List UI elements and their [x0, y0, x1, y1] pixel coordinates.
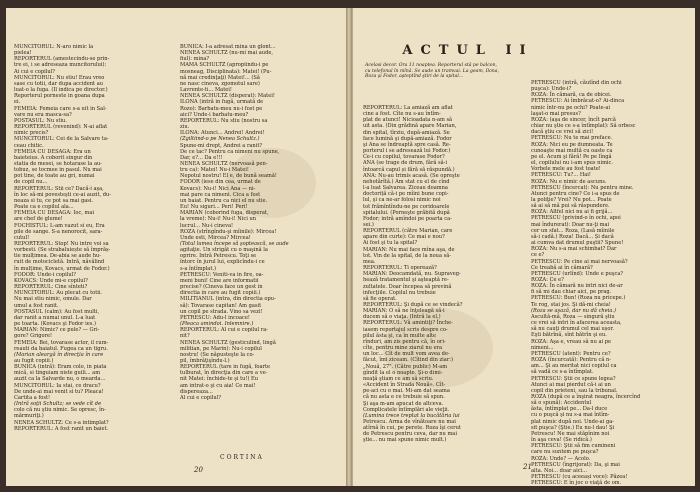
text-line: REPORTERUL: Stop! Nu intre voi sa — [14, 241, 109, 247]
text-line: de copil nu... — [14, 179, 48, 186]
text-line: ROZA: Aşa e, vreau să nu ai pe — [531, 338, 612, 345]
text-line: are chef de glume! — [14, 216, 63, 223]
text-line: ei. — [14, 99, 21, 106]
text-line: luat-o la fuga. (Il indica pe director.) — [14, 87, 108, 94]
text-line: nit Matei: închide-te şi tu!) Eu — [180, 376, 259, 383]
text-line: Petrescu. Arma de vînătoare nu mai — [363, 418, 456, 425]
text-line: REPORTERUL: Al cui e copilul ra- — [180, 327, 268, 334]
text-line: ILONA: Atunci... Andrei! Andrei! — [180, 130, 265, 137]
text-line: fiul): mina? — [180, 56, 210, 63]
text-line: PETRESCU (privind-o în ochi, apoi — [531, 215, 621, 222]
text-line: ROZA (după ce a înşirat neagra, încercînd — [531, 393, 641, 400]
text-line: pe toarta. (Kovacs şi Fodor ies.) — [14, 321, 96, 328]
text-line: lucrul... Nu-i cineva! — [180, 222, 234, 229]
text-line: FEMEIA CU DESAGA: Ioc, mai — [14, 210, 95, 217]
text-line: pil, îmbrăţişîndu-l.) — [180, 357, 230, 364]
text-line: REPORTERUL (revenind): N-ai aflat — [14, 124, 108, 131]
text-line: nimic precis? — [14, 130, 49, 137]
text-line: hează tratamentul şi aşteaptă re- — [363, 277, 449, 284]
text-line: Atunci pentru cine? Ce i-a spus de — [531, 190, 620, 197]
text-line: Lavrente-ti... Matei! — [180, 87, 232, 94]
text-line: ROZA: (aşa de sincer, încît parcă — [531, 116, 616, 123]
text-line: am intrat-o şi cu aia! Ce mai! — [180, 382, 256, 389]
text-line: plat nimic după noi. Unde-ai ga- — [531, 418, 614, 425]
text-line: mică, si tinguiam niste guili... am — [14, 370, 101, 377]
text-line: tru ca): Matei! Nu-i Matei! — [180, 167, 249, 174]
text-line: FEMEIA: Femeia care s-a uit in Sal- — [14, 105, 107, 112]
text-line: Ai cui e copilul? — [14, 68, 56, 75]
right-page-number: 21 — [523, 463, 532, 471]
text-line: să nu cauţi drumul cel mai ușor. — [531, 326, 614, 333]
text-line: MARIAN (coborind fuga, disperat, — [180, 210, 269, 217]
text-line: neaza si tu, ce pot sa mai gasi. — [14, 197, 94, 204]
text-line: ILONA (intră in fugă, urmată de — [180, 99, 264, 106]
text-line: PETRESCU (încercat): Nu pentru mine. — [531, 184, 634, 191]
text-line: MUNCITORUL: Au plecat cu totii. — [14, 290, 103, 297]
text-line: tulburat, în direcţia din care a ve- — [180, 370, 268, 377]
text-line: militian, pe Marin): Nu-i copilul — [180, 345, 262, 352]
text-line: colo că nu ştiu nimic. Se opresc, în- — [14, 407, 106, 414]
text-line: ROZA (încurcată): Pentru că n- — [531, 357, 611, 364]
text-line: doctoriță că-i pe mîini bune copi- — [363, 191, 449, 198]
text-line: în mulțime, Kovacs, urmat de Fodor.) — [14, 265, 110, 272]
text-line: spitalului. (Porneşte grăbită după — [363, 209, 450, 216]
text-line: gîndit la el o noapte. Şi-o dimi- — [363, 369, 443, 376]
text-line: sei.) — [363, 221, 374, 228]
text-line: PETRESCU: Ştii ce spune legea? — [531, 375, 616, 382]
text-line: agitaţie. Un strigăt cu o maşină la — [180, 247, 268, 254]
text-line: Roza şi Fodor, aşteptînd ştiri de la spital... — [365, 74, 464, 80]
text-line: să-i cadă.) Roza! Dacă... Și dacă — [531, 233, 614, 240]
text-line: l-a luat Salvarea. Ziceau doamna — [363, 185, 448, 192]
text-line: MARIAN: Deocamdată, nu. Supraveg- — [363, 271, 461, 278]
left-page-number: 20 — [194, 466, 203, 474]
text-line: nit? — [180, 333, 190, 340]
text-line: Ce treabă ai în cămară? — [531, 264, 593, 271]
text-line: cu o puşcă şi nu s-a mai întîm- — [531, 412, 610, 419]
text-line: mea. — [363, 258, 376, 265]
text-line: (Totul lumea începe să şoptească, se aude — [180, 241, 289, 247]
text-line: PETRESCU (atent): Pentru ce? — [531, 350, 611, 357]
text-line: ai cumva dat drumul puştii? Spune! — [531, 240, 624, 247]
text-line: Spune-mi drept, Andrei a ranit? — [180, 142, 263, 149]
text-line: vare nu era masca-sa? — [14, 111, 72, 118]
text-line: NENEA SCHULTZ (disperat): Matei! — [180, 93, 275, 100]
text-line: porterul i se adresează lui Fodor.) — [363, 148, 451, 155]
text-line: un loc... Cît de mult vom avea de- — [363, 351, 450, 358]
text-line: pile de sange. S-a nenorocit, sara- — [14, 228, 103, 235]
text-line: PETRESCU: Adu-l incoace! — [180, 314, 250, 321]
text-line: MUNCITORUL: Nu stiu! Erau vreo — [14, 74, 105, 81]
text-line: ROZA: Altfel nici nu ai fi grijă... — [531, 209, 613, 216]
text-line: mărmuriţi.) — [14, 413, 44, 420]
text-line: din spital, tîrziu, după-amiază. Se — [363, 129, 450, 136]
text-line: sase cu totii, dar dupa accident au — [14, 80, 104, 87]
text-line: dispereaza... — [180, 388, 213, 395]
text-line: nimic într-nu pe ochi? Poate-ai — [531, 104, 610, 111]
text-line: tie mulțimea. De-abia se aude hu- — [14, 253, 101, 260]
text-line: De ce tac? Pentru ca nimeni nu spune, — [180, 148, 280, 155]
text-line: rînduri, am zis pentru că, în ori- — [363, 338, 446, 345]
text-line: gore? Grigore! — [14, 333, 53, 340]
text-line: PETRESCU (îngrijorat): Da, şi mai — [531, 461, 620, 468]
text-line: NENEA SCHULTZ (nervoasă pen- — [180, 160, 268, 167]
text-line: să ai să mă pui să răspundere. — [531, 203, 610, 210]
text-line: Ascultă-mă, Roza — singură ştiu — [531, 313, 615, 320]
text-line: MARIAN: O să ne înţeleagă să-i — [363, 308, 445, 315]
text-line: NENEA SCHULTZ (nu-mi mai aude, — [180, 50, 273, 57]
text-line: în loc să-mi povesteşti ce-ai auzit, du- — [14, 191, 112, 198]
text-line: REPORTERUL: Ti operează? — [363, 265, 437, 272]
text-line: REPORTERUL: Vă amintiţi? Înche- — [363, 320, 453, 327]
text-line: auzit ca la Salvarde nu, o mearda... — [14, 376, 106, 383]
text-line: Petrescu! Ne mai stăpînim noi — [531, 430, 610, 437]
right-page-column-1 — [363, 105, 523, 467]
text-line: în aşa ceva! (Se ridică.) — [531, 437, 592, 444]
text-line: Cartita a fost! — [14, 394, 51, 401]
text-line: Atunci ai mai pierdut că-i ai un — [531, 381, 611, 388]
text-line: Complicatele întîmplări ale vieţii. — [363, 406, 450, 413]
text-line: apare din curte): Ce mai e nou? — [363, 234, 445, 241]
text-line: MARIAN: Nimic? ce pule? — Gri- — [14, 327, 100, 334]
text-line: BUNICA (intră): Eram colo, in piata — [14, 364, 107, 371]
text-line: Unde esti, Mircea? Mircea! — [180, 234, 251, 241]
text-line: face lumină şi după-amiază. Fodor — [363, 135, 452, 142]
text-line: Eu! Nu siguri... Peri! Peri! — [180, 204, 248, 211]
text-line: REPORTERUL (tare in fugă, foarte — [180, 364, 271, 371]
text-line: BUNICA: I-a adresat mina un glont... — [180, 44, 276, 50]
text-line: (Marian aleargă în direcţia în care — [14, 351, 104, 358]
text-line: (Lumina trece treptat la bucătăria lui — [363, 412, 460, 419]
text-line: neaţă ştiam ce am să scriu. — [363, 375, 434, 382]
text-line: PETRESCU (cu aceeași voce): Păzea! — [531, 474, 628, 480]
stage-direction — [365, 63, 525, 80]
text-line: pe el. Acum şi fără! Pe pe lîngă — [531, 153, 612, 160]
text-line: dacă ştiu ce vrei să zici! — [531, 129, 594, 136]
text-line: infecţiile. Copilul nu trebuie — [363, 289, 436, 296]
right-page-column-2 — [531, 80, 687, 487]
text-line: cunoaşte mai multă cu oaste ca — [531, 147, 613, 154]
text-line: MILITIANUL (intra, din directia opu- — [180, 296, 276, 303]
text-line: REPORTERUL: Stii ce? Dacă-i aşa, — [14, 185, 104, 192]
text-line: plat de atunci! Nicioadata n-am să — [363, 117, 453, 124]
text-line: meni buni! Cine are informatii — [180, 277, 259, 284]
text-line: umul a fost ranit. — [14, 302, 59, 309]
left-page-column-2 — [180, 44, 338, 464]
text-line: FEMEIA CU DESAGA: Era un — [14, 148, 91, 155]
text-line: nehotărîtă.) Am stat cu el de cînd — [363, 178, 450, 185]
text-line: PETRESCU: Nu te mai preface. — [531, 135, 613, 142]
text-line: cu telefonul în mînă. Se aude un tramvai. La geam, Ilona, — [365, 68, 499, 74]
text-line: REPORTERUL: Cine sînteti? — [14, 284, 88, 291]
text-line: ne nasc cineva, zgomotul sare) — [180, 80, 260, 87]
text-line: ştie... nu mai spune nimic mult.) — [363, 437, 447, 444]
text-line: Şi aşa m-am apucat de altceva. — [363, 400, 444, 407]
left-page — [6, 8, 347, 486]
text-line: PETRESCU: Veniti-va in fire, oa- — [180, 271, 264, 278]
text-line: un copil pe strada. Vino sa vezi! — [180, 308, 263, 315]
text-line: Nu mai stiu nimic, omule. Dar — [14, 296, 92, 303]
text-line: ROZA: Nu s-a mai schimbat? Dar — [531, 246, 617, 253]
text-line: zultatele. Doar începea să prevină — [363, 283, 452, 290]
left-page-column-1 — [14, 44, 172, 464]
text-line: Al cui e copilul? — [180, 394, 222, 401]
text-line: Vorbele mele au fost toate! — [531, 166, 601, 173]
text-line: să): Tovarase capitan! Am gasit — [180, 302, 262, 309]
text-line: ruit de motocicletă. Intră, năvălind — [14, 259, 105, 266]
text-line: dar ranit a numai unul. L-a luat — [14, 314, 96, 321]
text-line: uit asta. (Din grădină apare Marian, — [363, 123, 457, 130]
text-line: ANA: Nu-au trimis acasă. (Se opreşte — [363, 172, 460, 179]
text-line: REPORTERUL (către Marian, care — [363, 228, 453, 235]
text-line: REPORTERUL (amestecindu-se prin- — [14, 56, 110, 63]
text-line: cîte, pentru mine ziarul nu era — [363, 345, 443, 352]
text-line: reauti da baiatul. Fugea ca un tigru. — [14, 345, 108, 352]
text-line: NENEA SCHULTZ: Ce s-a intimplat? — [14, 419, 109, 426]
text-line: să vadă ce s-a întîmplat. — [531, 369, 594, 376]
text-line: la vreme): Nu-i! Nu-i! Nici un — [180, 216, 257, 223]
text-line: au fugit copiii.) — [14, 357, 54, 364]
text-line: «Accident în Strada Nouă». Cît- — [363, 382, 446, 389]
text-line: cine a fost. Cîte nu s-au întîm- — [363, 111, 441, 118]
text-line: Ai fost şi tu la spital? — [363, 240, 418, 247]
text-line: tot. Vin de la spital, de la noua să- — [363, 252, 451, 259]
text-line: REPORTERUL: Şi după ce se vindecă? — [363, 302, 463, 308]
text-line: ce e? — [531, 252, 545, 259]
text-line: pot tine, de toate au gri, numai — [14, 173, 95, 180]
text-line: ROZA: Nu e nimic de ascuns. — [531, 178, 607, 185]
text-line: FEMEIA: Bei, tovarase actor, il cum- — [14, 339, 109, 346]
text-line: POSTASUL: Nu stiu. — [14, 117, 67, 124]
text-line: să fie operat. — [363, 295, 397, 302]
text-line: ce vrei să intri în afacerea aceasta, — [531, 320, 622, 327]
text-line: ROZA: Unde? — Acolo. — [531, 455, 591, 462]
text-line: KOVACS: Unde mi-e copilul? — [14, 277, 88, 284]
text-line: lul, şi ca ne-ar folosi nimic noi — [363, 197, 441, 204]
text-line: MUNCITORUL: Ia stai, ce dracu? — [14, 382, 101, 389]
text-line: făcut, îmi ziceam. (Cîtind din ziar:) — [363, 357, 453, 364]
text-line: puşca): Unde-i? — [531, 86, 572, 93]
text-line: PETRESCU: E în joc o viaţă de om. — [531, 480, 622, 487]
text-line: tobuz, se tocmee in pasul. Nu mai — [14, 167, 102, 174]
text-line: de Petrescu pentru ceva, dar nu mai — [363, 431, 457, 438]
text-line: tre ei, i se adreseaza muncitorului): — [14, 62, 107, 69]
text-line: nimeni... — [531, 344, 554, 351]
text-line: PETRESCU (urlînd): Unde e puşca? — [531, 270, 624, 277]
text-line: (Zgiltiind-o pe Nenea Schultz.) — [180, 136, 260, 143]
text-line: mai îndurerat): Doar nu-ţi mai — [531, 221, 610, 228]
text-line: statia de mesei, se hotarase la au- — [14, 160, 102, 167]
text-line: REPORTERUL: Nu stiu (nostru sa — [180, 117, 268, 124]
text-line: „Nouă, 27". (Către public) M-am — [363, 363, 448, 370]
text-line: Ce-i cu copilul, tovarase Fodor? — [363, 154, 445, 161]
text-line: aici? Unde-i barbatu-meu? — [180, 111, 249, 118]
text-line: FODOR (iese din cea, urmat de — [180, 179, 261, 186]
text-line: oprire. Intră Petrescu. Toţi se — [180, 253, 257, 260]
text-line: Poate ca e copilul ala... — [14, 204, 74, 211]
text-line: PETRESCU: Pe cine ai mai nervoasă? — [531, 258, 628, 265]
text-line: întoarcă capul și fără să răspundă.) — [363, 166, 455, 173]
right-page — [352, 8, 695, 486]
text-line: ANA (se trage de drum, fără să-i — [363, 160, 448, 167]
text-line: vorbesti. (Se strabaluiește să împrăș- — [14, 247, 111, 254]
text-line: PETRESCU: Ai îmbrăcat-o? Ai-dinca — [531, 98, 625, 105]
text-line: am... Şi au meritat nici copilul ca — [531, 363, 617, 370]
act-title: ACTUL II — [402, 43, 534, 58]
text-line: Reporterul porneste in goana dupa — [14, 93, 105, 100]
text-line: atîrnă în cui, pe perete. Roza îşi cerut — [363, 425, 461, 432]
text-line: că nu asta e ce trebuie să spun. — [363, 394, 445, 401]
text-line: FOCHISTUL: L-am vazut si eu, Era — [14, 222, 105, 229]
curtain-label: CORTINA — [220, 454, 264, 461]
text-line: s-a întîmplat.) — [180, 265, 216, 272]
text-line: ROZA: În cămară nu intri nici de-ar — [531, 283, 623, 290]
text-line: PETRESCU: Bun! (Roza nu pricepe.) — [531, 295, 626, 302]
text-line: nostru! (Se năpusteşte la co- — [180, 351, 255, 358]
text-line: ceau chitic. — [14, 142, 44, 149]
text-line: De unde-ai mai venit si tu? Pleaca! — [14, 388, 104, 395]
text-line: cutul! — [14, 234, 30, 241]
text-line: ROZA: Ce e? — [531, 277, 564, 283]
text-line: Rozo): Barbatu-meu nu-i fost pe — [180, 105, 263, 112]
text-line: Dar, e?... Da e!!! — [180, 154, 223, 161]
text-line: directia in care au fugit copiii.) — [180, 290, 261, 297]
text-line: MAMA SCHULTZ (apropiindu-i pe — [180, 62, 269, 69]
text-line: Eşti bătrînă, sînt bătrîn şi eu. — [531, 332, 607, 339]
text-line: ducem să o viaţa. (Intră la el.) — [363, 314, 441, 321]
text-line: ROZA (strîngîndu-şi mîinile): Mircea! — [180, 228, 277, 235]
text-line: Kovacs): Nu-i! Nici Ana — ni- — [180, 185, 256, 192]
text-line: fi să mi dau chiar aici, pe prag. — [531, 289, 612, 296]
text-line: ziu. — [180, 124, 190, 131]
text-line: mai pare ca nimeni. Cica a fost — [180, 191, 261, 198]
text-line: chiar nu ştie ce s-a întîmplat): Să orbesc — [531, 123, 636, 130]
text-line: sit puşca? (Ştie.) Eu nu-l dau! Şi — [531, 424, 615, 431]
text-line: Nepotul nostru! El e, de bună seamă! — [180, 173, 277, 180]
text-line: cer un sfat... Roza, (Lasă mîinile — [531, 227, 615, 234]
text-line: PETRESCU: Ştii să fim cumineni — [531, 443, 616, 450]
text-line: (Intră soţii Schultz; se vede cît de — [14, 401, 102, 408]
text-line: PETRESCU (intră, căutînd din ochi — [531, 80, 622, 86]
text-line: tot frămîntîndu-ne pe coridoarele — [363, 203, 450, 210]
text-line: Fodor; intră amîndoi pe poarta ca- — [363, 215, 452, 222]
text-line: mosneag, Disciplinata): Matei! (Pu- — [180, 68, 272, 75]
text-line: pe-aci cu o mai. Mi-am dat seama — [363, 388, 450, 395]
text-line: REPORTERUL: A fost ranit un baiet. — [14, 425, 109, 432]
text-line: care nu suntem pe puşca? — [531, 449, 599, 456]
text-line: (Pleaca amindoi. Inlemnire.) — [180, 321, 254, 328]
text-line: el, copilului nu i-am spus nimic. — [531, 160, 614, 167]
text-line: nă mai credinţaţi) Matei!... (Să — [180, 74, 260, 81]
text-line: (Roza se aşază, dar nu dă cheia.) — [531, 307, 616, 314]
text-line: FODOR: Unde-i copilul? — [14, 271, 77, 278]
text-line: la poliţie? Vrei? Nu pot... Poate — [531, 196, 612, 203]
text-line: un baiat. Pentru ca nici el nu stie. — [180, 197, 268, 204]
text-line: Acelasi decor. Ora 11 noaptea. Reporterul stă pe balcon, — [365, 63, 497, 68]
text-line: precise? (Cineva face un gest in — [180, 284, 263, 291]
text-line: iasem reportajul scris despre co- — [363, 326, 448, 333]
text-line: PETRESCU: Tu?... Hai! — [531, 172, 591, 179]
text-line: laşat-o mai presus? — [531, 110, 581, 117]
text-line: alta. Noi... doar aici... — [531, 467, 588, 474]
text-line: MUNCITORUL: N-aro nimic la — [14, 44, 94, 50]
text-line: Te rog, stai jos. Şi dă-mi cheia! — [531, 301, 611, 308]
text-line: copil din prieteni, sau la tribunal. — [531, 387, 618, 394]
text-line: baieteius. A coborit singur din — [14, 154, 93, 161]
text-line: ROZA: Nici eu pe dumneata. Te — [531, 141, 613, 148]
text-line: pilul ăsta şi, ca în multe alte — [363, 332, 437, 339]
text-line: MARIAN: Nu mai face mîna aşa, de — [363, 246, 455, 253]
text-line: MUNCITORUL: Cei de la Salvare ta- — [14, 136, 109, 143]
text-line: ROZA: În cămară, ca de obicei. — [531, 92, 612, 99]
text-line: să o spună): Accidentul — [531, 400, 592, 407]
text-line: pielea! — [14, 50, 32, 57]
text-line: întorc în jurul lui, explicîndu-i ce — [180, 259, 265, 266]
text-line: ăsta, întîmplat pe... Da-l duce — [531, 406, 608, 413]
text-line: REPORTERUL: La amiază am aflat — [363, 105, 453, 111]
text-line: POSTASUL (calm): Au fost multi, — [14, 308, 100, 315]
text-line: NENEA SCHULTZ (gesticulind, lingă — [180, 339, 276, 346]
text-line: şi Ana se îndreaptă spre casă. Re- — [363, 141, 451, 148]
